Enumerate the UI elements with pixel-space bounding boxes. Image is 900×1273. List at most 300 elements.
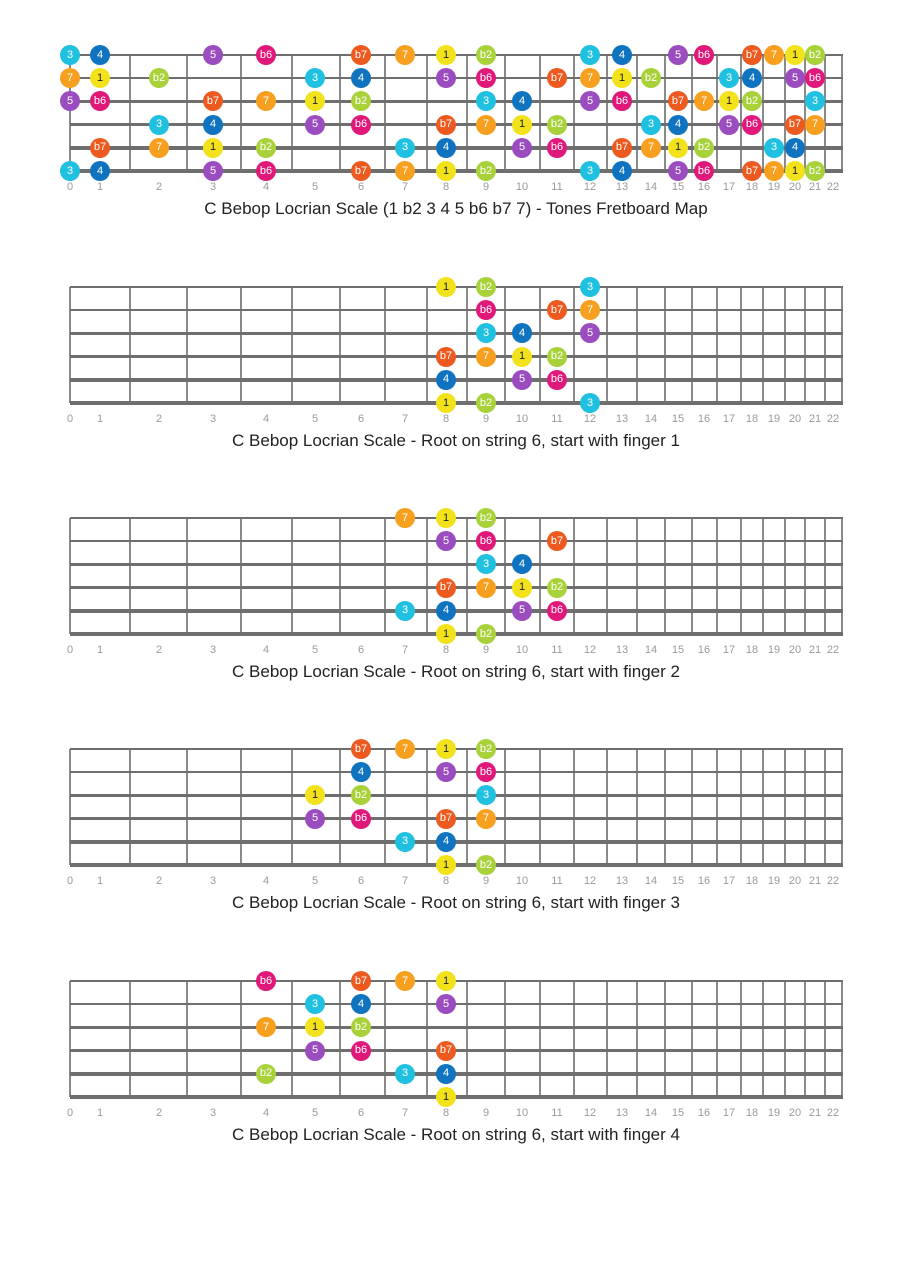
fret-number: 7 (401, 644, 409, 656)
fret-number: 10 (515, 644, 529, 656)
fret-line (573, 55, 575, 171)
note-marker: 5 (305, 1041, 325, 1061)
note-marker: 5 (305, 809, 325, 829)
fret-line (504, 55, 506, 171)
fret-line (691, 55, 693, 171)
fret-line (129, 518, 131, 634)
fret-number: 2 (155, 181, 163, 193)
note-marker: 4 (612, 161, 632, 181)
fret-line (129, 749, 131, 865)
fret-line (186, 518, 188, 634)
fret-line (691, 981, 693, 1097)
fret-line (762, 287, 764, 403)
string-2 (70, 771, 843, 773)
fret-number: 11 (551, 644, 563, 656)
note-marker: 4 (512, 323, 532, 343)
note-marker: b6 (476, 300, 496, 320)
note-marker: 5 (668, 45, 688, 65)
fret-number: 11 (551, 181, 563, 193)
note-marker: 7 (580, 300, 600, 320)
note-marker: b6 (612, 91, 632, 111)
fret-line (240, 518, 242, 634)
note-marker: 3 (476, 785, 496, 805)
note-marker: 1 (612, 68, 632, 88)
fret-number: 3 (209, 644, 217, 656)
fret-number: 10 (515, 1107, 529, 1119)
fret-line (606, 749, 608, 865)
fret-number: 14 (644, 413, 658, 425)
note-marker: 5 (512, 601, 532, 621)
fret-number: 0 (66, 181, 74, 193)
string-1 (70, 54, 843, 56)
fret-number: 14 (644, 875, 658, 887)
fret-line (339, 749, 341, 865)
fret-line (824, 55, 826, 171)
fret-number: 7 (401, 181, 409, 193)
string-4 (70, 817, 843, 820)
note-marker: 7 (256, 1017, 276, 1037)
fret-number: 7 (401, 875, 409, 887)
string-5 (70, 840, 843, 844)
string-5 (70, 609, 843, 613)
note-marker: 1 (305, 1017, 325, 1037)
note-marker: 4 (742, 68, 762, 88)
fret-number: 5 (311, 875, 319, 887)
note-marker: b7 (547, 531, 567, 551)
note-marker: b7 (351, 45, 371, 65)
fret-number: 22 (826, 875, 840, 887)
fret-number: 4 (262, 875, 270, 887)
note-marker: b2 (351, 785, 371, 805)
note-marker: 1 (436, 739, 456, 759)
fret-line (824, 287, 826, 403)
fret-number: 2 (155, 413, 163, 425)
fret-number: 6 (357, 1107, 365, 1119)
note-marker: b7 (742, 45, 762, 65)
fret-line (240, 981, 242, 1097)
note-marker: 7 (149, 138, 169, 158)
fret-number: 9 (482, 644, 490, 656)
fret-line (784, 518, 786, 634)
fret-number: 12 (583, 181, 597, 193)
fret-number: 17 (722, 413, 736, 425)
fret-line (740, 749, 742, 865)
fret-line (691, 287, 693, 403)
fret-line (426, 518, 428, 634)
note-marker: b6 (547, 601, 567, 621)
fret-line (339, 981, 341, 1097)
note-marker: b6 (476, 68, 496, 88)
note-marker: b2 (256, 138, 276, 158)
fret-number: 16 (697, 1107, 711, 1119)
fret-number: 1 (96, 875, 104, 887)
string-4 (70, 586, 843, 589)
fret-number: 8 (442, 1107, 450, 1119)
note-marker: b2 (476, 161, 496, 181)
fret-line (573, 749, 575, 865)
fret-number: 6 (357, 181, 365, 193)
fret-line (762, 981, 764, 1097)
string-6 (70, 401, 843, 405)
fret-number: 8 (442, 644, 450, 656)
note-marker: 4 (436, 138, 456, 158)
fret-number: 20 (788, 181, 802, 193)
fret-number: 10 (515, 875, 529, 887)
diagram-title: C Bebop Locrian Scale (1 b2 3 4 5 b6 b7 7) - Tones Fretboard Map (204, 199, 708, 218)
note-marker: 1 (512, 578, 532, 598)
note-marker: b7 (742, 161, 762, 181)
fret-number: 10 (515, 413, 529, 425)
fret-line (186, 55, 188, 171)
fret-line (339, 55, 341, 171)
fret-number: 6 (357, 875, 365, 887)
note-marker: 5 (512, 370, 532, 390)
fret-line (504, 981, 506, 1097)
fret-number: 21 (808, 413, 822, 425)
note-marker: 1 (719, 91, 739, 111)
string-6 (70, 1095, 843, 1099)
note-marker: 7 (476, 809, 496, 829)
note-marker: 1 (436, 45, 456, 65)
note-marker: 4 (203, 115, 223, 135)
diagram-title: C Bebop Locrian Scale - Root on string 6, start with finger 2 (232, 662, 680, 681)
fret-number: 12 (583, 413, 597, 425)
note-marker: 5 (203, 161, 223, 181)
string-5 (70, 378, 843, 382)
fret-number: 8 (442, 875, 450, 887)
fret-line (426, 981, 428, 1097)
note-marker: b2 (256, 1064, 276, 1084)
note-marker: b6 (256, 161, 276, 181)
fret-line (784, 287, 786, 403)
note-marker: 1 (436, 855, 456, 875)
fret-line (716, 749, 718, 865)
note-marker: 4 (785, 138, 805, 158)
fret-line (804, 981, 806, 1097)
note-marker: 5 (512, 138, 532, 158)
fret-line (573, 287, 575, 403)
note-marker: b6 (351, 809, 371, 829)
fret-number: 17 (722, 644, 736, 656)
fret-line (664, 518, 666, 634)
note-marker: b2 (805, 161, 825, 181)
fret-line (824, 749, 826, 865)
note-marker: b6 (694, 45, 714, 65)
note-marker: 3 (580, 161, 600, 181)
note-marker: b6 (90, 91, 110, 111)
note-marker: 1 (203, 138, 223, 158)
fret-line (539, 518, 541, 634)
fret-line (466, 749, 468, 865)
fret-number: 16 (697, 875, 711, 887)
note-marker: 1 (305, 91, 325, 111)
fret-line (636, 518, 638, 634)
fret-number: 22 (826, 1107, 840, 1119)
note-marker: 7 (60, 68, 80, 88)
fret-line (716, 287, 718, 403)
fret-number: 17 (722, 875, 736, 887)
fret-number: 3 (209, 181, 217, 193)
note-marker: 1 (436, 508, 456, 528)
note-marker: 5 (436, 68, 456, 88)
fret-number: 6 (357, 413, 365, 425)
note-marker: b6 (476, 531, 496, 551)
fret-line (69, 287, 71, 403)
string-3 (70, 794, 843, 797)
note-marker: b6 (742, 115, 762, 135)
fret-number: 17 (722, 1107, 736, 1119)
note-marker: 7 (476, 578, 496, 598)
fret-number: 16 (697, 644, 711, 656)
fret-number: 9 (482, 875, 490, 887)
note-marker: 3 (305, 994, 325, 1014)
fret-line (69, 749, 71, 865)
fret-number: 18 (745, 413, 759, 425)
fret-number: 2 (155, 875, 163, 887)
fret-number: 12 (583, 875, 597, 887)
fret-number: 21 (808, 875, 822, 887)
fret-line (466, 287, 468, 403)
fret-line (573, 518, 575, 634)
fret-number: 15 (671, 644, 685, 656)
fret-number: 19 (767, 1107, 781, 1119)
fret-line (539, 749, 541, 865)
string-6 (70, 863, 843, 867)
note-marker: 3 (580, 277, 600, 297)
note-marker: b6 (351, 1041, 371, 1061)
fret-line (691, 749, 693, 865)
string-6 (70, 632, 843, 636)
note-marker: 4 (512, 91, 532, 111)
note-marker: 5 (305, 115, 325, 135)
note-marker: b6 (256, 45, 276, 65)
note-marker: 4 (351, 994, 371, 1014)
fret-number: 19 (767, 644, 781, 656)
note-marker: 4 (668, 115, 688, 135)
note-marker: b7 (90, 138, 110, 158)
fret-line (240, 749, 242, 865)
string-1 (70, 980, 843, 982)
note-marker: 1 (785, 45, 805, 65)
fret-line (606, 287, 608, 403)
fret-number: 7 (401, 413, 409, 425)
note-marker: b6 (476, 762, 496, 782)
fret-line (384, 749, 386, 865)
fret-number: 13 (615, 181, 629, 193)
fret-number: 11 (551, 413, 563, 425)
fret-number: 0 (66, 1107, 74, 1119)
string-1 (70, 517, 843, 519)
fret-number: 15 (671, 875, 685, 887)
note-marker: b7 (436, 578, 456, 598)
note-marker: 5 (436, 762, 456, 782)
fret-line (664, 55, 666, 171)
fret-number: 4 (262, 644, 270, 656)
fret-line (784, 749, 786, 865)
note-marker: 3 (149, 115, 169, 135)
fret-number: 1 (96, 1107, 104, 1119)
note-marker: 3 (641, 115, 661, 135)
note-marker: 3 (805, 91, 825, 111)
note-marker: b7 (436, 115, 456, 135)
note-marker: b6 (256, 971, 276, 991)
fret-number: 15 (671, 181, 685, 193)
fret-line (664, 981, 666, 1097)
fret-number: 13 (615, 413, 629, 425)
note-marker: 3 (60, 161, 80, 181)
note-marker: b2 (742, 91, 762, 111)
note-marker: 3 (476, 323, 496, 343)
note-marker: b2 (476, 45, 496, 65)
fret-line (240, 55, 242, 171)
note-marker: 1 (436, 1087, 456, 1107)
note-marker: 5 (436, 994, 456, 1014)
fret-number: 22 (826, 181, 840, 193)
note-marker: 5 (436, 531, 456, 551)
fret-line (841, 55, 843, 171)
note-marker: 1 (305, 785, 325, 805)
fret-line (539, 55, 541, 171)
fret-line (636, 981, 638, 1097)
string-2 (70, 1003, 843, 1005)
fret-line (129, 287, 131, 403)
fret-number: 19 (767, 181, 781, 193)
note-marker: 4 (612, 45, 632, 65)
note-marker: 4 (436, 1064, 456, 1084)
note-marker: 1 (512, 115, 532, 135)
string-2 (70, 309, 843, 311)
fret-line (740, 981, 742, 1097)
note-marker: 7 (805, 115, 825, 135)
fret-number: 7 (401, 1107, 409, 1119)
note-marker: b7 (436, 1041, 456, 1061)
note-marker: 4 (512, 554, 532, 574)
note-marker: b7 (203, 91, 223, 111)
fret-line (69, 518, 71, 634)
note-marker: 7 (256, 91, 276, 111)
note-marker: 3 (476, 91, 496, 111)
fret-number: 5 (311, 1107, 319, 1119)
note-marker: b2 (476, 624, 496, 644)
note-marker: 7 (395, 508, 415, 528)
fret-line (291, 749, 293, 865)
string-3 (70, 332, 843, 335)
fret-line (841, 518, 843, 634)
note-marker: 7 (395, 971, 415, 991)
note-marker: b2 (547, 347, 567, 367)
fret-line (186, 981, 188, 1097)
fret-line (606, 981, 608, 1097)
fret-number: 9 (482, 1107, 490, 1119)
fret-line (426, 287, 428, 403)
string-4 (70, 355, 843, 358)
fret-line (384, 287, 386, 403)
fret-line (339, 287, 341, 403)
note-marker: b7 (785, 115, 805, 135)
fret-number: 20 (788, 875, 802, 887)
note-marker: b2 (547, 578, 567, 598)
fret-number: 5 (311, 413, 319, 425)
note-marker: b6 (547, 370, 567, 390)
fret-number: 1 (96, 644, 104, 656)
note-marker: 3 (395, 1064, 415, 1084)
fret-number: 18 (745, 644, 759, 656)
note-marker: 4 (90, 45, 110, 65)
note-marker: 3 (60, 45, 80, 65)
note-marker: 1 (436, 161, 456, 181)
fret-number: 21 (808, 644, 822, 656)
note-marker: 5 (203, 45, 223, 65)
note-marker: 7 (476, 347, 496, 367)
fret-number: 18 (745, 181, 759, 193)
fret-number: 20 (788, 644, 802, 656)
fret-line (186, 749, 188, 865)
fret-line (762, 55, 764, 171)
note-marker: b2 (476, 508, 496, 528)
fret-number: 13 (615, 644, 629, 656)
fret-line (384, 55, 386, 171)
fret-line (636, 749, 638, 865)
note-marker: 1 (436, 624, 456, 644)
note-marker: 3 (580, 45, 600, 65)
fret-line (466, 518, 468, 634)
fret-line (339, 518, 341, 634)
note-marker: b6 (547, 138, 567, 158)
note-marker: b2 (351, 1017, 371, 1037)
fret-number: 9 (482, 413, 490, 425)
note-marker: 7 (641, 138, 661, 158)
fret-line (129, 981, 131, 1097)
note-marker: 4 (436, 601, 456, 621)
note-marker: 7 (395, 45, 415, 65)
fret-number: 19 (767, 413, 781, 425)
fret-line (716, 55, 718, 171)
fret-number: 20 (788, 1107, 802, 1119)
fret-number: 2 (155, 644, 163, 656)
fret-line (824, 981, 826, 1097)
fret-line (824, 518, 826, 634)
fret-number: 16 (697, 181, 711, 193)
fret-line (804, 287, 806, 403)
note-marker: 7 (764, 161, 784, 181)
string-6 (70, 169, 843, 173)
fret-number: 16 (697, 413, 711, 425)
fret-line (664, 287, 666, 403)
fret-line (784, 981, 786, 1097)
fret-line (841, 749, 843, 865)
fret-number: 18 (745, 875, 759, 887)
fret-number: 0 (66, 644, 74, 656)
fret-line (504, 287, 506, 403)
fret-number: 21 (808, 181, 822, 193)
fret-number: 0 (66, 413, 74, 425)
fret-line (426, 749, 428, 865)
note-marker: b7 (436, 809, 456, 829)
string-1 (70, 748, 843, 750)
note-marker: b2 (149, 68, 169, 88)
fret-line (539, 981, 541, 1097)
note-marker: b2 (476, 277, 496, 297)
fret-number: 17 (722, 181, 736, 193)
fret-number: 10 (515, 181, 529, 193)
fret-line (466, 981, 468, 1097)
note-marker: 5 (719, 115, 739, 135)
fret-line (384, 518, 386, 634)
fret-line (606, 518, 608, 634)
fret-line (186, 287, 188, 403)
fret-line (804, 749, 806, 865)
fret-number: 4 (262, 1107, 270, 1119)
